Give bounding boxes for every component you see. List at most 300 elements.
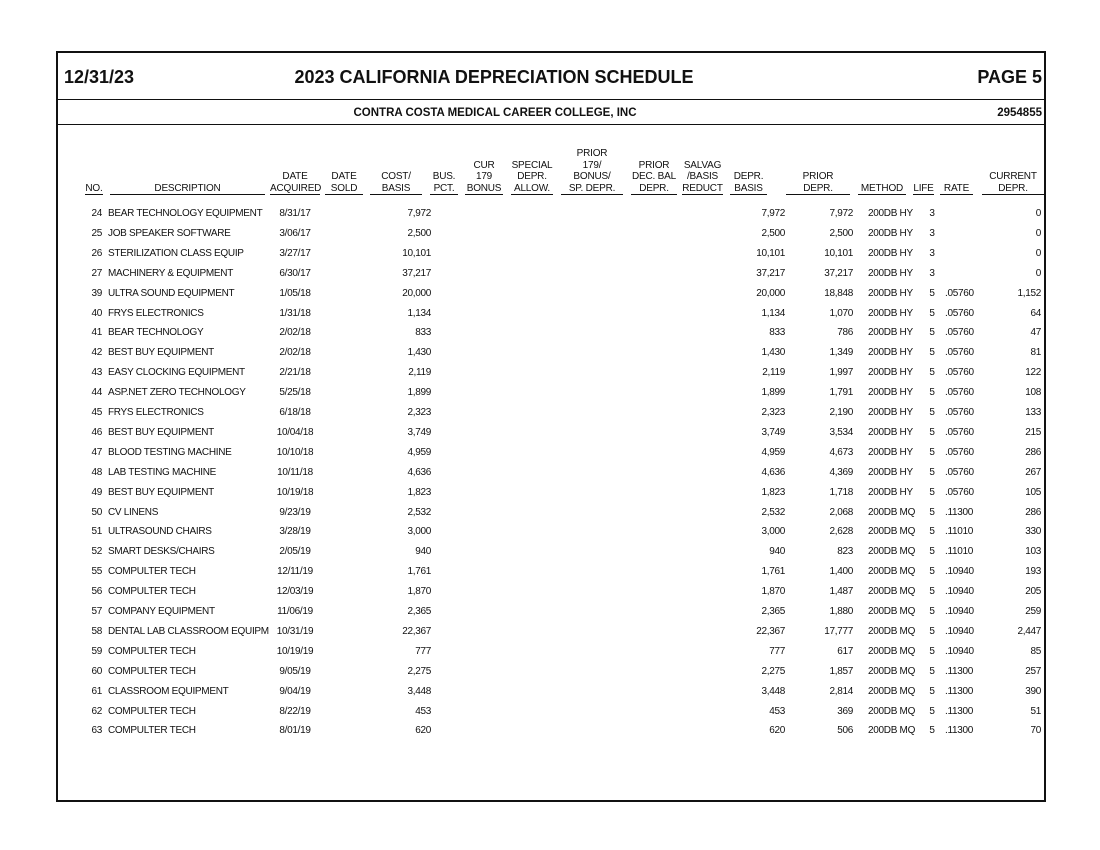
cell-method: 200DB MQ	[868, 685, 916, 697]
column-header-label: CURRENT	[989, 171, 1037, 182]
cell-cost-basis: 4,959	[407, 446, 431, 458]
cell-description: ULTRASOUND CHAIRS	[108, 526, 212, 538]
cell-life: 5	[929, 685, 935, 697]
cell-method: 200DB HY	[868, 287, 913, 299]
cell-cost-basis: 777	[415, 645, 431, 657]
cell-rate: .11010	[945, 546, 974, 558]
cell-method: 200DB MQ	[868, 625, 916, 637]
cell-rate: .05760	[945, 446, 974, 458]
cell-prior-depr: 7,972	[829, 208, 853, 219]
column-header-label: DESCRIPTION	[154, 182, 221, 194]
cell-prior-depr: 1,880	[829, 606, 853, 617]
cell-current-depr: 259	[1025, 606, 1041, 617]
cell-current-depr: 390	[1025, 685, 1041, 697]
cell-rate: .11300	[945, 725, 974, 737]
cell-prior-depr: 1,400	[829, 566, 853, 578]
cell-rate: .10940	[945, 625, 974, 637]
column-header-label: DATE	[331, 171, 357, 182]
cell-description: LAB TESTING MACHINE	[108, 466, 217, 478]
cell-depr-basis: 20,000	[756, 287, 785, 299]
cell-date-acquired: 3/27/17	[279, 247, 311, 259]
cell-life: 5	[929, 407, 935, 418]
cell-depr-basis: 2,532	[761, 506, 785, 518]
column-header-label: PRIOR	[802, 171, 834, 182]
column-header-bus-pct	[430, 171, 458, 195]
cell-current-depr: 47	[1030, 327, 1041, 339]
cell-depr-basis: 22,367	[756, 625, 785, 637]
cell-current-depr: 286	[1025, 446, 1041, 458]
cell-description: ULTRA SOUND EQUIPMENT	[108, 287, 235, 299]
report-date: 12/31/23	[64, 67, 135, 87]
cell-date-acquired: 9/05/19	[279, 665, 311, 677]
cell-prior-depr: 2,814	[829, 685, 853, 697]
cell-current-depr: 108	[1025, 387, 1041, 399]
column-header-special-depr-allow	[511, 160, 553, 196]
cell-no: 62	[91, 705, 102, 717]
cell-date-acquired: 10/10/18	[276, 446, 314, 458]
cell-depr-basis: 1,899	[761, 387, 785, 399]
cell-rate: .05760	[945, 407, 974, 418]
cell-description: JOB SPEAKER SOFTWARE	[108, 227, 231, 239]
cell-description: DENTAL LAB CLASSROOM EQUIPM	[108, 625, 269, 637]
cell-date-acquired: 12/11/19	[277, 566, 313, 578]
cell-description: COMPULTER TECH	[108, 725, 196, 737]
cell-method: 200DB HY	[868, 327, 913, 339]
cell-method: 200DB HY	[868, 227, 913, 239]
cell-life: 5	[929, 486, 935, 498]
cell-current-depr: 2,447	[1017, 625, 1041, 637]
cell-current-depr: 286	[1025, 506, 1041, 518]
cell-cost-basis: 1,899	[407, 387, 431, 399]
cell-method: 200DB HY	[868, 486, 913, 498]
cell-date-acquired: 2/21/18	[279, 367, 311, 379]
cell-method: 200DB HY	[868, 407, 913, 418]
column-header-current-depr	[982, 171, 1044, 195]
cell-cost-basis: 620	[415, 725, 431, 737]
cell-description: BEST BUY EQUIPMENT	[108, 486, 214, 498]
cell-prior-depr: 786	[837, 327, 853, 339]
cell-no: 58	[91, 625, 102, 637]
cell-prior-depr: 17,777	[824, 625, 853, 637]
cell-no: 48	[91, 466, 102, 478]
cell-rate: .11300	[945, 705, 974, 717]
cell-life: 5	[929, 446, 935, 458]
cell-description: FRYS ELECTRONICS	[108, 307, 204, 319]
cell-description: FRYS ELECTRONICS	[108, 407, 204, 418]
cell-no: 47	[91, 446, 102, 458]
column-header-prior-dec-bal-depr	[631, 160, 677, 196]
cell-current-depr: 330	[1025, 526, 1041, 538]
column-header-label: ACQUIRED	[270, 182, 322, 194]
cell-method: 200DB HY	[868, 466, 913, 478]
cell-no: 56	[91, 586, 102, 598]
cell-method: 200DB MQ	[868, 566, 916, 578]
column-header-method	[858, 183, 906, 196]
column-header-label: NO.	[85, 182, 103, 194]
cell-method: 200DB MQ	[868, 665, 916, 677]
cell-life: 5	[929, 347, 935, 359]
column-header-label: ALLOW.	[513, 182, 551, 194]
column-header-label: /BASIS	[686, 171, 719, 182]
cell-current-depr: 193	[1025, 566, 1041, 578]
cell-prior-depr: 2,628	[829, 526, 853, 538]
cell-no: 41	[91, 327, 102, 339]
cell-method: 200DB HY	[868, 347, 913, 359]
cell-current-depr: 267	[1025, 466, 1041, 478]
cell-depr-basis: 777	[769, 645, 785, 657]
cell-prior-depr: 1,718	[829, 486, 853, 498]
column-headers	[58, 145, 1044, 195]
cell-date-acquired: 6/30/17	[279, 267, 311, 279]
cell-description: COMPULTER TECH	[108, 586, 196, 598]
cell-no: 40	[91, 307, 102, 319]
cell-method: 200DB HY	[868, 446, 913, 458]
cell-cost-basis: 1,430	[407, 347, 431, 359]
cell-method: 200DB MQ	[868, 546, 916, 558]
cell-method: 200DB MQ	[868, 506, 916, 518]
cell-date-acquired: 2/02/18	[279, 347, 311, 359]
cell-no: 43	[91, 367, 102, 379]
cell-date-acquired: 9/04/19	[279, 685, 311, 697]
cell-prior-depr: 1,349	[829, 347, 853, 359]
column-header-label: BUS.	[432, 171, 456, 182]
column-header-label: 179	[475, 171, 493, 182]
column-header-life	[913, 183, 934, 196]
divider	[58, 124, 1044, 125]
cell-description: MACHINERY & EQUIPMENT	[108, 267, 234, 279]
column-header-salvag-basis-reduct	[682, 160, 723, 196]
cell-no: 26	[91, 247, 102, 259]
cell-rate: .05760	[945, 426, 974, 438]
cell-life: 5	[929, 546, 935, 558]
column-header-label: CUR	[473, 159, 495, 171]
cell-cost-basis: 22,367	[402, 625, 431, 637]
cell-date-acquired: 6/18/18	[279, 407, 311, 418]
cell-life: 5	[929, 466, 935, 478]
column-header-label: SPECIAL	[511, 159, 553, 171]
company-name: CONTRA COSTA MEDICAL CAREER COLLEGE, INC	[353, 107, 637, 119]
cell-depr-basis: 833	[769, 327, 785, 339]
cell-cost-basis: 2,275	[407, 665, 431, 677]
page-number: PAGE 5	[977, 67, 1042, 87]
cell-cost-basis: 833	[415, 327, 431, 339]
column-header-label: RATE	[943, 182, 970, 194]
column-header-label: BONUS/	[573, 171, 611, 182]
cell-cost-basis: 10,101	[402, 247, 431, 259]
column-header-label: BASIS	[381, 182, 411, 194]
cell-current-depr: 215	[1025, 426, 1041, 438]
column-header-prior-depr	[786, 171, 850, 195]
column-header-label: COST/	[381, 171, 411, 182]
column-header-cur-179-bonus	[465, 160, 503, 196]
cell-rate: .05760	[945, 387, 974, 399]
cell-life: 5	[929, 327, 935, 339]
column-header-label: DEC. BAL	[632, 171, 676, 182]
report-title: 2023 CALIFORNIA DEPRECIATION SCHEDULE	[294, 67, 694, 87]
column-header-date-sold	[325, 171, 363, 195]
cell-depr-basis: 1,761	[761, 566, 785, 578]
cell-life: 5	[929, 287, 935, 299]
cell-cost-basis: 2,365	[407, 606, 431, 617]
cell-current-depr: 70	[1030, 725, 1041, 737]
cell-prior-depr: 2,068	[829, 506, 853, 518]
cell-prior-depr: 617	[837, 645, 853, 657]
cell-prior-depr: 1,487	[829, 586, 853, 598]
column-header-label: SP. DEPR.	[568, 182, 616, 194]
cell-rate: .11300	[945, 685, 974, 697]
cell-current-depr: 81	[1030, 347, 1041, 359]
cell-current-depr: 122	[1025, 367, 1041, 379]
cell-date-acquired: 10/11/18	[277, 466, 313, 478]
cell-life: 5	[929, 307, 935, 319]
cell-depr-basis: 1,823	[761, 486, 785, 498]
cell-life: 5	[929, 705, 935, 717]
column-header-description	[110, 183, 265, 196]
cell-no: 52	[91, 546, 102, 558]
column-header-label: DATE	[282, 171, 308, 182]
cell-description: CV LINENS	[108, 506, 159, 518]
cell-depr-basis: 1,430	[761, 347, 785, 359]
cell-prior-depr: 1,070	[829, 307, 853, 319]
cell-prior-depr: 1,791	[829, 387, 853, 399]
cell-cost-basis: 3,448	[407, 685, 431, 697]
column-header-label: PCT.	[433, 182, 455, 194]
cell-description: SMART DESKS/CHAIRS	[108, 546, 215, 558]
cell-depr-basis: 7,972	[761, 208, 785, 219]
cell-description: STERILIZATION CLASS EQUIP	[108, 247, 244, 259]
cell-depr-basis: 2,323	[761, 407, 785, 418]
cell-current-depr: 1,152	[1017, 287, 1041, 299]
cell-life: 3	[929, 267, 935, 279]
cell-no: 39	[91, 287, 102, 299]
cell-date-acquired: 2/05/19	[279, 546, 311, 558]
cell-rate: .05760	[945, 327, 974, 339]
cell-life: 5	[929, 606, 935, 617]
cell-prior-depr: 4,369	[829, 466, 853, 478]
cell-description: CLASSROOM EQUIPMENT	[108, 685, 229, 697]
cell-current-depr: 105	[1025, 486, 1041, 498]
cell-prior-depr: 2,500	[829, 227, 853, 239]
cell-method: 200DB HY	[868, 208, 913, 219]
cell-cost-basis: 2,119	[408, 367, 431, 379]
cell-rate: .11300	[945, 665, 974, 677]
cell-rate: .05760	[945, 307, 974, 319]
cell-method: 200DB HY	[868, 387, 913, 399]
cell-method: 200DB HY	[868, 367, 913, 379]
cell-date-acquired: 5/25/18	[279, 387, 311, 399]
cell-cost-basis: 1,870	[407, 586, 431, 598]
cell-depr-basis: 2,500	[761, 227, 785, 239]
cell-life: 5	[929, 526, 935, 538]
cell-no: 46	[91, 426, 102, 438]
column-header-label: SOLD	[330, 182, 358, 194]
cell-date-acquired: 9/23/19	[279, 506, 311, 518]
cell-life: 3	[929, 208, 935, 219]
cell-depr-basis: 10,101	[756, 247, 785, 259]
cell-prior-depr: 506	[837, 725, 853, 737]
column-header-cost-basis	[370, 171, 422, 195]
column-header-label: DEPR.	[517, 171, 547, 182]
cell-date-acquired: 10/19/19	[276, 645, 314, 657]
cell-no: 59	[91, 645, 102, 657]
cell-current-depr: 0	[1035, 267, 1041, 279]
cell-date-acquired: 12/03/19	[276, 586, 314, 598]
cell-life: 5	[929, 665, 935, 677]
cell-method: 200DB HY	[868, 307, 913, 319]
cell-life: 5	[929, 625, 935, 637]
cell-life: 5	[929, 387, 935, 399]
cell-no: 55	[91, 566, 102, 578]
cell-cost-basis: 2,500	[407, 227, 431, 239]
cell-current-depr: 0	[1035, 208, 1041, 219]
cell-rate: .10940	[945, 606, 974, 617]
cell-no: 61	[91, 685, 102, 697]
cell-no: 25	[91, 227, 102, 239]
cell-depr-basis: 4,636	[761, 466, 785, 478]
column-header-label: PRIOR	[638, 159, 670, 171]
cell-description: BLOOD TESTING MACHINE	[108, 446, 232, 458]
cell-prior-depr: 2,190	[829, 407, 853, 418]
column-header-label: DEPR.	[803, 182, 833, 194]
cell-description: COMPANY EQUIPMENT	[108, 606, 215, 617]
cell-current-depr: 0	[1035, 227, 1041, 239]
cell-depr-basis: 3,000	[761, 526, 785, 538]
cell-no: 42	[91, 347, 102, 359]
cell-depr-basis: 1,870	[761, 586, 785, 598]
cell-method: 200DB MQ	[868, 705, 916, 717]
cell-cost-basis: 2,532	[407, 506, 431, 518]
cell-cost-basis: 7,972	[407, 208, 431, 219]
cell-depr-basis: 940	[769, 546, 785, 558]
cell-life: 5	[929, 506, 935, 518]
cell-rate: .05760	[945, 486, 974, 498]
cell-no: 51	[91, 526, 102, 538]
cell-rate: .10940	[945, 645, 974, 657]
cell-life: 3	[929, 227, 935, 239]
cell-method: 200DB MQ	[868, 645, 916, 657]
cell-no: 50	[91, 506, 102, 518]
cell-cost-basis: 940	[415, 546, 431, 558]
cell-life: 5	[929, 586, 935, 598]
cell-current-depr: 0	[1035, 247, 1041, 259]
cell-current-depr: 133	[1025, 407, 1041, 418]
cell-current-depr: 64	[1030, 307, 1041, 319]
cell-cost-basis: 1,134	[407, 307, 431, 319]
cell-rate: .05760	[945, 287, 974, 299]
cell-cost-basis: 20,000	[402, 287, 431, 299]
column-header-label: PRIOR	[576, 148, 608, 159]
cell-depr-basis: 37,217	[756, 267, 785, 279]
cell-no: 49	[91, 486, 102, 498]
cell-current-depr: 205	[1025, 586, 1041, 598]
cell-description: COMPULTER TECH	[108, 645, 196, 657]
column-header-label: DEPR.	[639, 182, 669, 194]
cell-depr-basis: 4,959	[761, 446, 785, 458]
cell-depr-basis: 620	[769, 725, 785, 737]
cell-no: 57	[91, 606, 102, 617]
cell-prior-depr: 369	[837, 705, 853, 717]
cell-date-acquired: 8/01/19	[279, 725, 311, 737]
cell-depr-basis: 2,275	[761, 665, 785, 677]
cell-cost-basis: 1,823	[407, 486, 431, 498]
column-header-rate	[940, 183, 973, 196]
column-header-label: BONUS	[466, 182, 502, 194]
column-header-label: DEPR.	[998, 182, 1028, 194]
cell-description: BEST BUY EQUIPMENT	[108, 347, 214, 359]
cell-cost-basis: 2,323	[407, 407, 431, 418]
column-header-label: BASIS	[734, 182, 763, 194]
cell-date-acquired: 1/05/18	[279, 287, 311, 299]
cell-rate: .05760	[945, 347, 974, 359]
cell-depr-basis: 1,134	[761, 307, 785, 319]
column-header-date-acquired	[270, 171, 320, 195]
cell-life: 5	[929, 426, 935, 438]
cell-date-acquired: 2/02/18	[279, 327, 311, 339]
cell-depr-basis: 2,365	[761, 606, 785, 617]
cell-date-acquired: 10/19/18	[276, 486, 314, 498]
cell-method: 200DB HY	[868, 267, 913, 279]
cell-method: 200DB MQ	[868, 526, 916, 538]
cell-description: EASY CLOCKING EQUIPMENT	[108, 367, 245, 379]
cell-prior-depr: 37,217	[824, 267, 853, 279]
cell-cost-basis: 3,749	[407, 426, 431, 438]
column-header-label: 179/	[582, 159, 602, 171]
cell-date-acquired: 11/06/19	[277, 606, 313, 617]
cell-current-depr: 85	[1030, 645, 1041, 657]
cell-cost-basis: 453	[415, 705, 431, 717]
cell-depr-basis: 3,749	[761, 426, 785, 438]
cell-no: 24	[91, 208, 102, 219]
cell-description: BEAR TECHNOLOGY	[108, 327, 204, 339]
cell-description: BEST BUY EQUIPMENT	[108, 426, 214, 438]
divider	[58, 99, 1044, 100]
cell-current-depr: 51	[1030, 705, 1041, 717]
cell-life: 5	[929, 645, 935, 657]
column-header-depr-basis	[730, 171, 767, 195]
cell-rate: .05760	[945, 367, 974, 379]
cell-prior-depr: 1,997	[829, 367, 853, 379]
cell-date-acquired: 1/31/18	[279, 307, 311, 319]
cell-prior-depr: 18,848	[824, 287, 853, 299]
cell-rate: .10940	[945, 586, 974, 598]
cell-date-acquired: 8/22/19	[279, 705, 311, 717]
cell-description: COMPULTER TECH	[108, 566, 196, 578]
cell-cost-basis: 37,217	[402, 267, 431, 279]
column-header-label: REDUCT	[682, 182, 723, 194]
cell-no: 63	[91, 725, 102, 737]
cell-cost-basis: 1,761	[407, 566, 431, 578]
cell-description: ASP.NET ZERO TECHNOLOGY	[108, 387, 246, 399]
schedule-page	[56, 51, 1046, 802]
cell-prior-depr: 10,101	[824, 247, 853, 259]
cell-life: 5	[929, 566, 935, 578]
client-id: 2954855	[997, 107, 1042, 119]
cell-rate: .11300	[945, 506, 974, 518]
column-header-prior-179-bonus-sp-depr	[561, 148, 623, 195]
cell-rate: .11010	[945, 526, 974, 538]
cell-date-acquired: 10/31/19	[276, 625, 314, 637]
cell-depr-basis: 2,119	[762, 367, 785, 379]
cell-date-acquired: 8/31/17	[279, 208, 311, 219]
cell-description: COMPULTER TECH	[108, 665, 196, 677]
cell-no: 44	[91, 387, 102, 399]
cell-method: 200DB MQ	[868, 725, 916, 737]
column-header-label: SALVAG	[683, 159, 722, 171]
cell-depr-basis: 3,448	[761, 685, 785, 697]
cell-prior-depr: 1,857	[829, 665, 853, 677]
column-header-label: METHOD	[860, 182, 904, 194]
cell-life: 5	[929, 725, 935, 737]
